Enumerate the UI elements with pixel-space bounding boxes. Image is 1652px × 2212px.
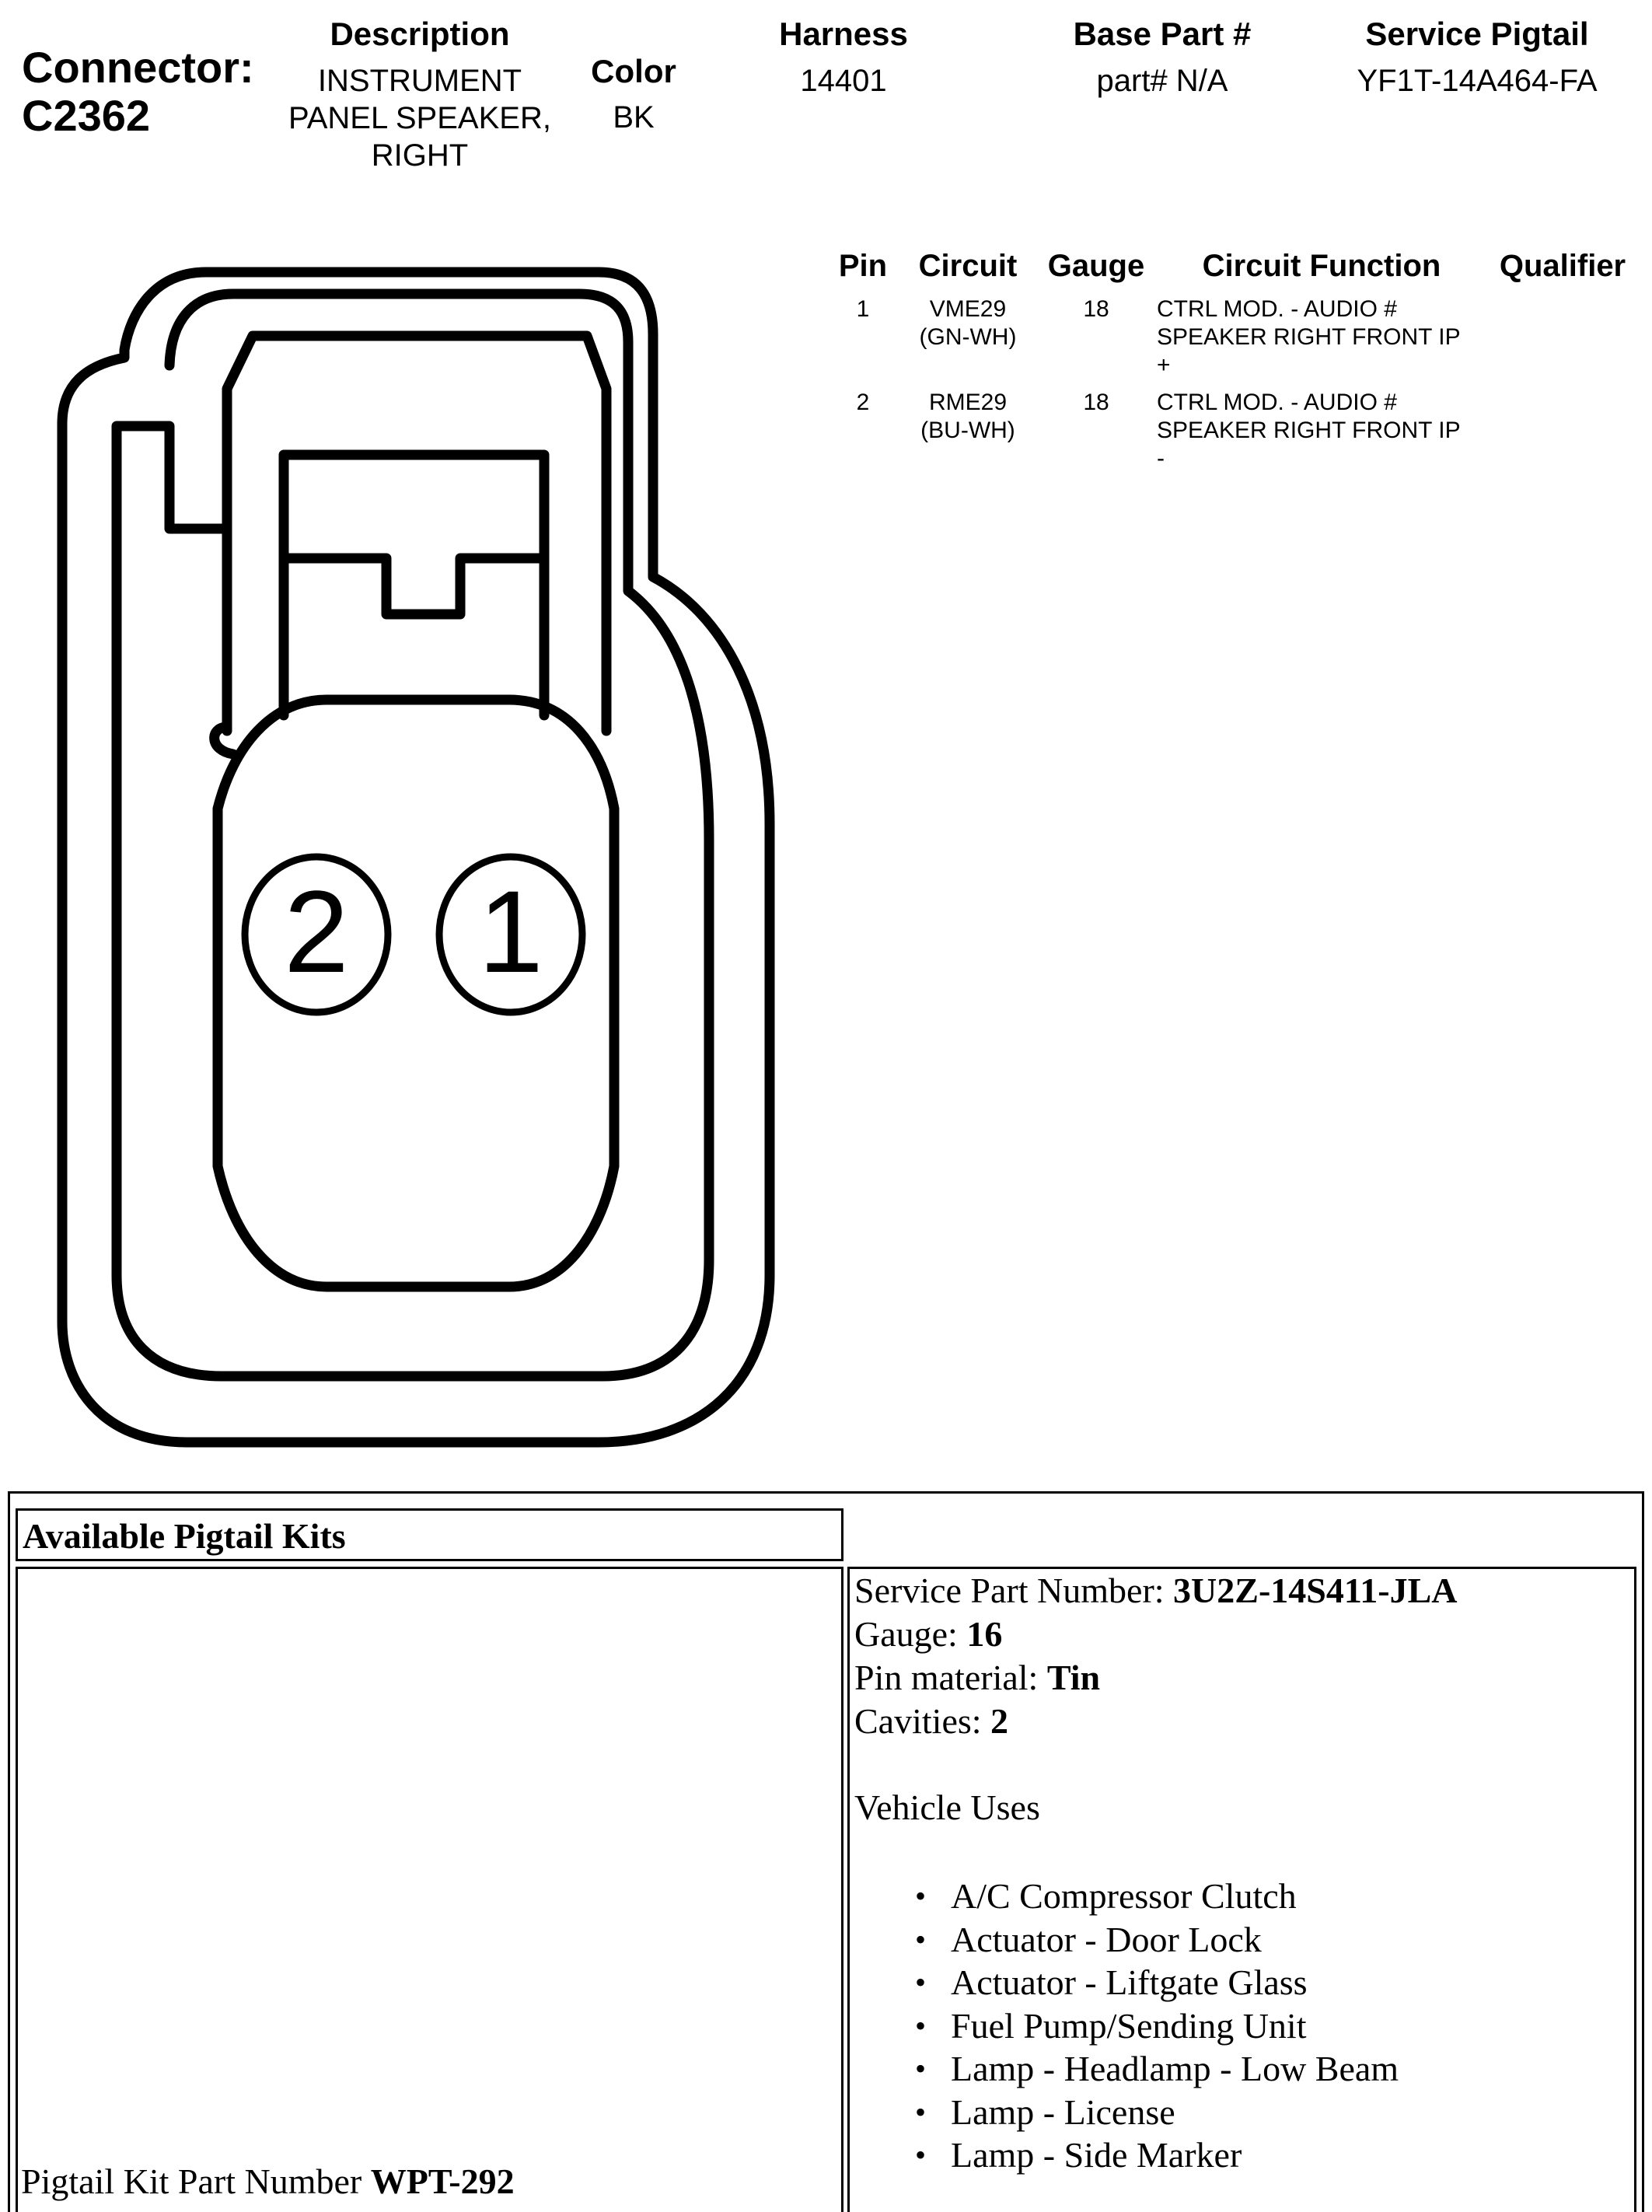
- vehicle-uses-label: Vehicle Uses: [854, 1787, 1040, 1827]
- qualifier-col-header: Qualifier: [1499, 249, 1626, 283]
- gauge-value: 16: [966, 1614, 1003, 1654]
- circuit-id: VME29: [929, 296, 1007, 322]
- circuit-cell: [902, 295, 1034, 351]
- cavities-line: [854, 1700, 1632, 1743]
- pin-material-label: Pin material:: [854, 1658, 1047, 1697]
- pin-col-header: Pin: [838, 249, 888, 283]
- gauge-col-header: Gauge: [1047, 249, 1145, 283]
- base-part-value: part# N/A: [1096, 64, 1228, 98]
- function-line: SPEAKER RIGHT FRONT IP: [1157, 418, 1461, 443]
- function-line: SPEAKER RIGHT FRONT IP: [1157, 324, 1461, 350]
- latch-notch: [284, 558, 544, 614]
- description-line: RIGHT: [371, 138, 469, 173]
- function-line: CTRL MOD. - AUDIO #: [1157, 390, 1397, 415]
- description-line: INSTRUMENT: [317, 64, 522, 98]
- gauge-label: Gauge:: [854, 1614, 967, 1654]
- harness-value: 14401: [800, 64, 887, 98]
- circuit-color: (BU-WH): [920, 418, 1015, 443]
- gauge-line: [854, 1613, 1632, 1656]
- pigtail-kit-number: [21, 2160, 515, 2203]
- function-line: CTRL MOD. - AUDIO #: [1157, 296, 1397, 322]
- latch-opening: [284, 455, 544, 715]
- gauge-cell: 18: [1083, 390, 1109, 415]
- pigtail-title: Available Pigtail Kits: [23, 1516, 346, 1556]
- service-part-label: Service Part Number:: [854, 1571, 1174, 1610]
- service-part-value: 3U2Z-14S411-JLA: [1173, 1571, 1458, 1610]
- pigtail-title-cell: [16, 1508, 843, 1561]
- kit-number-value: WPT-292: [370, 2161, 515, 2201]
- harness-header: Harness: [779, 16, 908, 52]
- function-line: +: [1157, 352, 1171, 378]
- color-header: Color: [591, 53, 676, 89]
- kit-number-label: Pigtail Kit Part Number: [21, 2161, 371, 2201]
- function-col-header: Circuit Function: [1202, 249, 1441, 283]
- pin-2-label: 2: [284, 866, 349, 997]
- description-line: PANEL SPEAKER,: [288, 101, 551, 135]
- cavities-label: Cavities:: [854, 1701, 991, 1741]
- pin-1-label: 1: [478, 866, 543, 997]
- circuit-cell: [902, 389, 1034, 445]
- list-item: • Lamp - License: [854, 2091, 1632, 2134]
- service-part-line: [854, 1569, 1632, 1613]
- circuit-color: (GN-WH): [919, 324, 1017, 350]
- pin-number: 1: [856, 296, 870, 322]
- function-line: -: [1157, 446, 1165, 471]
- circuit-id: RME29: [928, 390, 1008, 415]
- description-header: Description: [330, 16, 510, 52]
- list-item: • Actuator - Door Lock: [854, 1918, 1632, 1962]
- list-item: • A/C Compressor Clutch: [854, 1875, 1632, 1918]
- cavities-value: 2: [990, 1701, 1009, 1741]
- pigtail-kit-cell: [16, 1567, 843, 2212]
- circuit-col-header: Circuit: [918, 249, 1018, 283]
- pigtail-details: [854, 1569, 1632, 2177]
- connector-label: Connector:: [22, 43, 254, 92]
- connector-id: C2362: [22, 91, 151, 140]
- list-item: • Lamp - Headlamp - Low Beam: [854, 2047, 1632, 2091]
- pin-material-line: [854, 1656, 1632, 1700]
- service-pigtail-value: YF1T-14A464-FA: [1357, 64, 1598, 98]
- service-pigtail-header: Service Pigtail: [1365, 16, 1589, 52]
- function-cell: [1157, 295, 1483, 379]
- vehicle-uses-list: [854, 1875, 1632, 2177]
- base-part-header: Base Part #: [1073, 16, 1252, 52]
- gauge-cell: 18: [1083, 296, 1109, 322]
- function-cell: [1157, 389, 1483, 473]
- pin-material-value: Tin: [1046, 1658, 1101, 1697]
- connector-face-diagram: [0, 0, 793, 1462]
- list-item: • Lamp - Side Marker: [854, 2133, 1632, 2177]
- pigtail-details-cell: [847, 1567, 1636, 2212]
- pin-number: 2: [856, 390, 870, 415]
- color-value: BK: [613, 100, 655, 135]
- list-item: • Fuel Pump/Sending Unit: [854, 2004, 1632, 2048]
- list-item: • Actuator - Liftgate Glass: [854, 1961, 1632, 2004]
